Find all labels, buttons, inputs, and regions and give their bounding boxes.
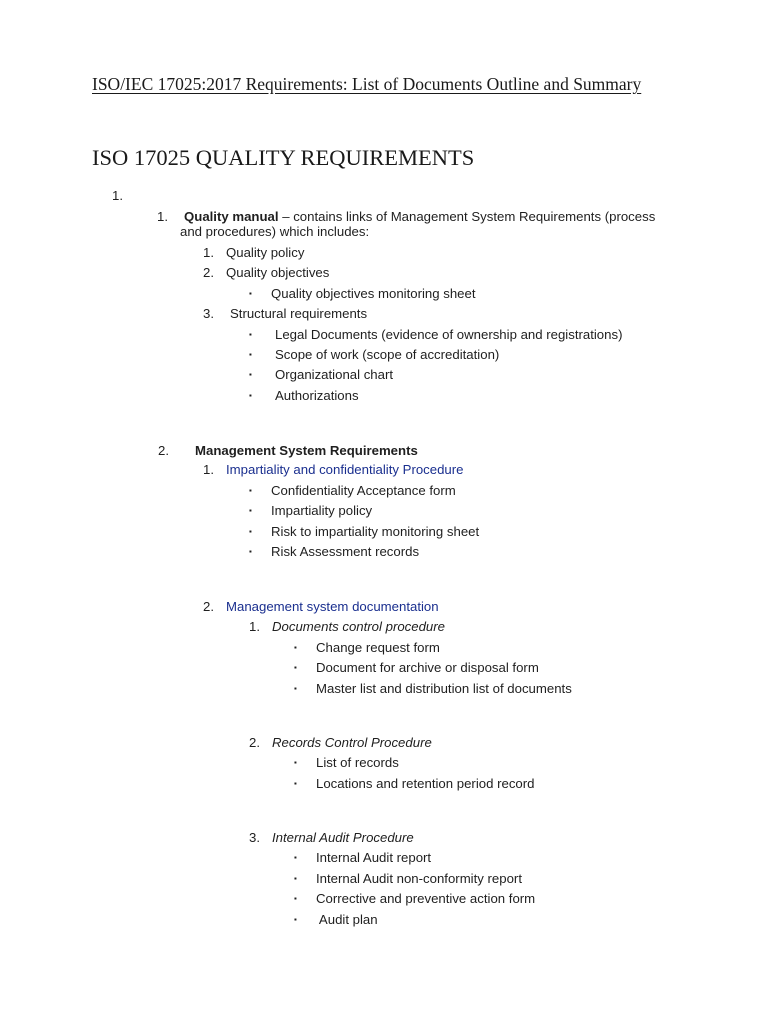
list-item: Audit plan [316,912,378,927]
bullet-icon: ▪ [294,758,297,767]
list-item: Locations and retention period record [316,776,535,791]
list-item: Master list and distribution list of documents [316,681,572,696]
bullet-icon: ▪ [249,350,252,359]
list-item: Scope of work (scope of accreditation) [275,347,500,362]
internal-audit-label: Internal Audit Procedure [272,830,414,845]
list-item: Change request form [316,640,440,655]
bullet-icon: ▪ [249,506,252,515]
bullet-icon: ▪ [294,779,297,788]
list-item: Corrective and preventive action form [316,891,536,906]
list-item: Confidentiality Acceptance form [271,483,456,498]
bullet-icon: ▪ [249,370,252,379]
bullet-icon: ▪ [294,853,297,862]
outer-list-number: 1. [112,188,123,203]
list-item: Quality policy [226,245,305,260]
records-control-label: Records Control Procedure [272,735,432,750]
bullet-icon: ▪ [294,663,297,672]
list-number: 3. [249,830,260,845]
quality-manual-description-cont: and procedures) which includes: [180,224,370,239]
list-item: Risk to impartiality monitoring sheet [271,524,480,539]
section-heading: ISO 17025 QUALITY REQUIREMENTS [92,145,475,170]
list-item: Structural requirements [230,306,368,321]
quality-manual-description: – contains links of Management System Requirements (process [278,209,656,224]
bullet-icon: ▪ [249,289,252,298]
list-number: 1. [249,619,260,634]
list-number: 2. [249,735,260,750]
bullet-icon: ▪ [294,874,297,883]
list-number: 2. [158,443,169,458]
quality-manual-line [184,209,655,225]
list-number: 2. [203,599,214,614]
bullet-icon: ▪ [249,486,252,495]
quality-manual-title: Quality manual [184,209,279,224]
list-number: 1. [203,245,214,260]
documents-control-label: Documents control procedure [272,619,445,634]
list-item: Internal Audit non-conformity report [316,871,522,886]
list-item: List of records [316,755,399,770]
list-item: Risk Assessment records [271,544,420,559]
list-item: Impartiality policy [271,503,373,518]
bullet-icon: ▪ [294,915,297,924]
list-number: 3. [203,306,214,321]
list-number: 1. [157,209,168,224]
bullet-icon: ▪ [294,684,297,693]
bullet-icon: ▪ [294,894,297,903]
list-number: 1. [203,462,214,477]
list-item: Quality objectives monitoring sheet [271,286,476,301]
list-item: Legal Documents (evidence of ownership and registrations) [275,327,623,342]
bullet-icon: ▪ [249,330,252,339]
bullet-icon: ▪ [249,527,252,536]
document-title: ISO/IEC 17025:2017 Requirements: List of Documents Outline and Summary [92,74,642,94]
list-item: Authorizations [275,388,359,403]
list-item: Document for archive or disposal form [316,660,539,675]
list-number: 2. [203,265,214,280]
management-system-title: Management System Requirements [195,443,418,458]
management-documentation-label: Management system documentation [226,599,439,614]
bullet-icon: ▪ [249,547,252,556]
list-item: Quality objectives [226,265,330,280]
bullet-icon: ▪ [294,643,297,652]
impartiality-procedure-label: Impartiality and confidentiality Procedure [226,462,464,477]
bullet-icon: ▪ [249,391,252,400]
list-item: Internal Audit report [316,850,432,865]
list-item: Organizational chart [275,367,394,382]
